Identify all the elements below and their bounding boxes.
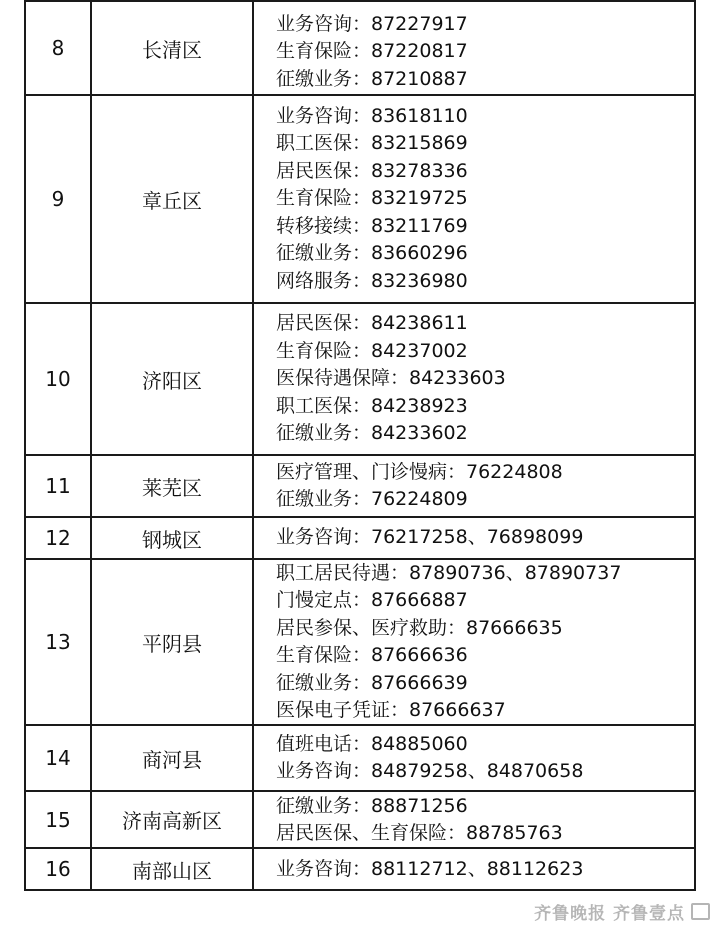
contact-line: 网络服务：83236980 [276,269,468,292]
district-name: 莱芜区 [91,455,253,517]
contact-list [253,95,695,303]
contact-line: 医保待遇保障：84233603 [276,367,506,390]
contact-line: 业务咨询：88112712、88112623 [276,857,584,880]
table-row [25,95,695,303]
contact-line: 门慢定点：87666887 [276,589,468,612]
row-number: 14 [25,725,91,791]
row-number: 16 [25,848,91,890]
hotline-table [24,0,696,891]
watermark-text: 齐鲁晚报 齐鲁壹点 [534,904,685,924]
table-row [25,791,695,848]
district-name: 平阴县 [91,559,253,725]
contact-line: 生育保险：87666636 [276,644,468,667]
contact-line: 医保电子凭证：87666637 [276,699,506,722]
district-name: 济阳区 [91,303,253,455]
district-name: 章丘区 [91,95,253,303]
contact-line: 居民参保、医疗救助：87666635 [276,616,563,639]
district-name: 长清区 [91,1,253,95]
watermark [534,899,710,924]
row-number: 10 [25,303,91,455]
table-row [25,455,695,517]
table-row [25,559,695,725]
contact-line: 生育保险：83219725 [276,187,468,210]
contact-list [253,455,695,517]
contact-line: 居民医保、生育保险：88785763 [276,821,563,844]
table-row [25,517,695,559]
row-number: 13 [25,559,91,725]
district-name: 钢城区 [91,517,253,559]
row-number: 9 [25,95,91,303]
table-row [25,303,695,455]
contact-line: 征缴业务：76224809 [276,488,468,510]
contact-line: 职工医保：83215869 [276,132,468,155]
contact-line: 征缴业务：84233602 [276,422,468,445]
contact-line: 医疗管理、门诊慢病：76224808 [276,460,563,483]
row-number: 11 [25,455,91,517]
contact-line: 业务咨询：87227917 [276,12,468,35]
contact-line: 居民医保：84238611 [276,312,468,335]
contact-line: 居民医保：83278336 [276,159,468,182]
watermark-logo-icon [691,903,710,920]
contact-line: 职工居民待遇：87890736、87890737 [276,562,622,584]
district-name: 南部山区 [91,848,253,890]
contact-list [253,725,695,791]
contact-line: 生育保险：87220817 [276,40,468,63]
contact-line: 生育保险：84237002 [276,339,468,362]
contact-list [253,559,695,725]
contact-list [253,1,695,95]
district-name: 济南高新区 [91,791,253,848]
contact-line: 征缴业务：88871256 [276,794,468,817]
contact-line: 业务咨询：84879258、84870658 [276,760,584,783]
table-row [25,848,695,890]
contact-line: 业务咨询：76217258、76898099 [276,526,584,549]
contact-line: 值班电话：84885060 [276,733,468,756]
contact-list [253,791,695,848]
contact-line: 征缴业务：87666639 [276,671,468,694]
contact-list [253,517,695,559]
table-row [25,725,695,791]
contact-line: 征缴业务：83660296 [276,242,468,265]
row-number: 15 [25,791,91,848]
contact-line: 征缴业务：87210887 [276,67,468,90]
contact-line: 业务咨询：83618110 [276,105,468,128]
table-row [25,1,695,95]
contact-line: 职工医保：84238923 [276,394,468,417]
contact-line: 转移接续：83211769 [276,214,468,237]
row-number: 12 [25,517,91,559]
contact-list [253,303,695,455]
district-name: 商河县 [91,725,253,791]
contact-list [253,848,695,890]
table-body [25,1,695,890]
row-number: 8 [25,1,91,95]
